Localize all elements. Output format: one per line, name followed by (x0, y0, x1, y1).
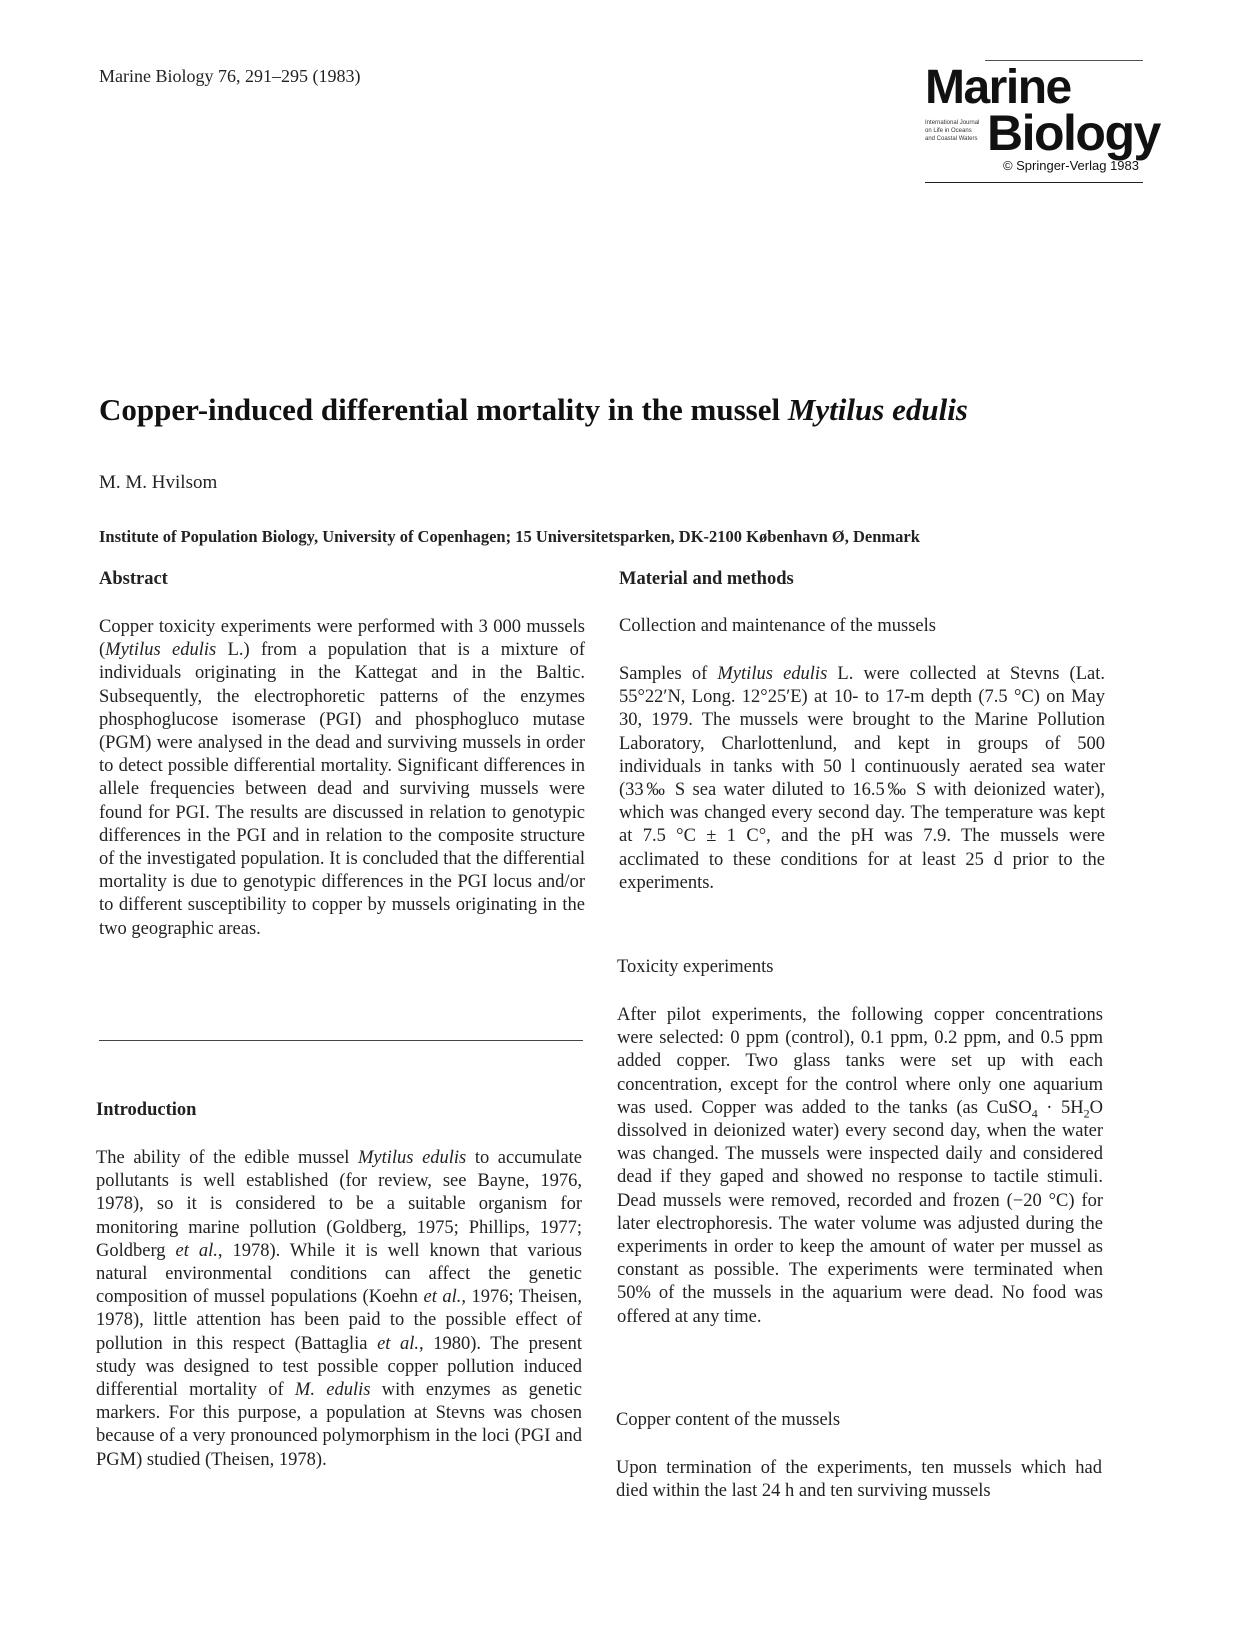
formula-subscript: 4 (1031, 1106, 1038, 1121)
logo-tagline-line: on Life in Oceans (925, 128, 972, 134)
methods-heading: Material and methods (619, 569, 794, 589)
intro-species: Mytilus edulis (358, 1148, 467, 1168)
methods-subheading-collection: Collection and maintenance of the mussels (619, 616, 936, 636)
introduction-paragraph (96, 1147, 582, 1472)
abstract-text: L.) from a population that is a mixture of individuals originating in the Kattegat and in the Baltic. Subsequently, the electrophoretic patterns of the enzymes phosphoglucose isomerase (PGI) and phosphogluco mutase (PGM) were analysed in the dead and surviving mussels in order to detect possible differential mortality. Significant differences in allele frequencies between dead and surviving mussels were found for PGI. The results are discussed in relation to genotypic differences in the PGI and in relation to the composite structure of the investigated population. It is concluded that the differential mortality is due to genotypic differences in the PGI locus and/or to different susceptibility to copper by mussels originating in the two geographic areas. (99, 640, 586, 939)
abstract-paragraph (99, 616, 585, 941)
intro-text: with enzymes as genetic markers. For this purpose, a population at Stevns was chosen because of a very pronounced polymorphism in the loci (PGI and PGM) studied (Theisen, 1978). (96, 1380, 582, 1470)
journal-citation: Marine Biology 76, 291–295 (1983) (99, 66, 361, 86)
logo-publisher: © Springer-Verlag 1983 (1002, 158, 1139, 173)
formula-subscript: 2 (1083, 1106, 1090, 1121)
author-affiliation: Institute of Population Biology, University of Copenhagen; 15 Universitetsparken, DK-2100 København Ø, Denmark (99, 527, 920, 546)
logo-word-marine: Marine (925, 61, 1071, 114)
logo-bottom-rule (925, 182, 1143, 183)
abstract-species: Mytilus edulis (105, 640, 217, 661)
title-species: Mytilus edulis (787, 392, 968, 427)
logo-tagline-line: and Coastal Waters (925, 136, 978, 142)
intro-text: , 1980). The present study was designed to test possible copper pollution induced differential mortality of (96, 1333, 582, 1401)
intro-etal: et al. (175, 1240, 218, 1261)
methods-text: O dissolved in deionized water) every second day, when the water was changed. The mussels were inspected daily and considered dead if they gaped and showed no response to tactile stimuli. Dead mussels were removed, recorded and frozen (−20 °C) for later electrophoresis. The water volume was adjusted during the experiments in order to keep the amount of water per mussel as constant as possible. The experiments were terminated when 50% of the mussels in the aquarium were dead. No food was offered at any time. (617, 1097, 1103, 1327)
abstract-heading: Abstract (99, 569, 168, 589)
methods-copper-paragraph: Upon termination of the experiments, ten mussels which had died within the last 24 h and ten surviving mussels (616, 1458, 1102, 1502)
methods-toxicity-paragraph (617, 1004, 1103, 1329)
methods-text: After pilot experiments, the following copper concentrations were selected: 0 ppm (control), 0.1 ppm, 0.2 ppm, and 0.5 ppm added copper. Two glass tanks were set up with each concentration, except for the control where only one aquarium was used. Copper was added to the tanks (as CuSO (617, 1005, 1103, 1118)
article-title (99, 392, 968, 428)
intro-text: The ability of the edible mussel (96, 1148, 359, 1168)
logo-tagline (925, 119, 995, 143)
intro-species: M. edulis (294, 1380, 371, 1401)
author-name: M. M. Hvilsom (99, 472, 218, 493)
journal-logo (925, 58, 1160, 188)
logo-word-biology: Biology (987, 105, 1160, 161)
intro-text: , 1976; Theisen, 1978), little attention has been paid to the possible effect of pollution in this respect (Battaglia (96, 1287, 582, 1354)
methods-subheading-copper-content: Copper content of the mussels (616, 1410, 841, 1430)
abstract-text: Copper toxicity experiments were performed with 3 000 mussels ( (99, 617, 585, 661)
abstract-divider (99, 1040, 583, 1041)
intro-text: , 1978). While it is well known that various natural environmental conditions can affect the genetic composition of mussel populations (Koehn (96, 1240, 582, 1308)
intro-etal: et al. (423, 1287, 462, 1308)
methods-text: · 5H (1037, 1097, 1084, 1118)
intro-etal: et al. (377, 1333, 420, 1354)
methods-collection-paragraph (619, 663, 1105, 895)
intro-text: to accumulate pollutants is well established (for review, see Bayne, 1976, 1978), so it is considered to be a suitable organism for monitoring marine pollution (Goldberg, 1975; Phillips, 1977; Goldberg (96, 1148, 583, 1261)
introduction-heading: Introduction (96, 1100, 197, 1120)
methods-species: Mytilus edulis (717, 664, 828, 684)
methods-text: Samples of (619, 664, 718, 684)
logo-tagline-line: International Journal (925, 120, 980, 126)
title-text: Copper-induced differential mortality in the mussel (99, 392, 788, 427)
methods-subheading-toxicity: Toxicity experiments (617, 957, 774, 977)
methods-text: L. were collected at Stevns (Lat. 55°22′N, Long. 12°25′E) at 10- to 17-m depth (7.5 °C) on May 30, 1979. The mussels were brought to the Marine Pollution Laboratory, Charlottenlund, and kept in groups of 500 individuals in tanks with 50 l continuously aerated sea water (33‰ S sea water diluted to 16.5‰ S with deionized water), which was changed every second day. The temperature was kept at 7.5 °C ± 1 C°, and the pH was 7.9. The mussels were acclimated to these conditions for at least 25 d prior to the experiments. (619, 664, 1105, 893)
